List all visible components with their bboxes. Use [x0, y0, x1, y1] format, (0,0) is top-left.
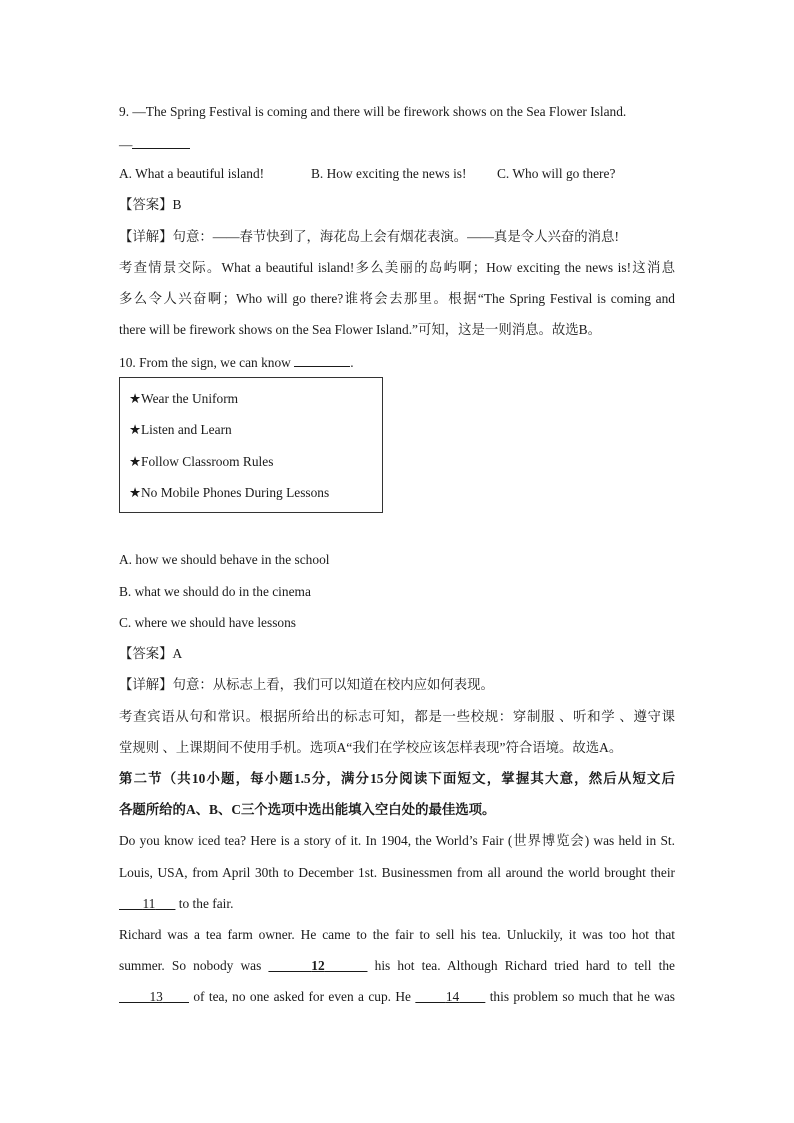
q9-response-line	[119, 134, 190, 154]
passage-p2-line3	[119, 988, 675, 1006]
passage-p1-line1: Do you know iced tea? Here is a story of it. In 1904, the World’s Fair (世界博览会) was held in St.	[119, 833, 675, 848]
q10-option-b: B. what we should do in the cinema	[119, 584, 311, 599]
q9-explain-1: 【详解】句意：——春节快到了，海花岛上会有烟花表演。——真是令人兴奋的消息!	[119, 229, 619, 244]
passage-p1-line3-rest: to the fair.	[175, 896, 234, 911]
passage-p1-line2: Louis, USA, from April 30th to December 1st. Businessmen from all around the world brought their	[119, 865, 675, 880]
sign-item-listen: ★Listen and Learn	[129, 422, 232, 437]
q9-explain-3: 多么令人兴奋啊；Who will go there?谁将会去那里。根据“The Spring Festival is coming and	[119, 291, 675, 306]
q10-explain-2: 考查宾语从句和常识。根据所给出的标志可知，都是一些校规：穿制服 、听和学 、遵守课	[119, 709, 675, 724]
passage-p2-line2	[119, 957, 675, 975]
blank-11	[119, 896, 175, 911]
q9-explain-4: there will be firework shows on the Sea Flower Island.”可知，这是一则消息。故选B。	[119, 322, 601, 337]
section2-heading-2: 各题所给的A、B、C三个选项中选出能填入空白处的最佳选项。	[119, 802, 496, 817]
passage-p2-line1: Richard was a tea farm owner. He came to the fair to sell his tea. Unluckily, it was too hot that	[119, 927, 675, 942]
passage-p2-line3-end: this problem so much that he was	[485, 989, 675, 1004]
blank-14	[415, 989, 485, 1004]
q10-explain-3: 堂规则 、上课期间不使用手机。选项A“我们在学校应该怎样表现”符合语境。故选A。	[119, 740, 623, 755]
q10-option-c: C. where we should have lessons	[119, 615, 297, 630]
q9-options	[119, 165, 615, 183]
passage-p2-line2-a: summer. So nobody was	[119, 958, 269, 973]
q10-answer-blank	[294, 352, 350, 367]
q9-answer-blank	[132, 134, 190, 149]
blank-14-number: 14	[445, 989, 460, 1004]
blank-11-number: 11	[142, 896, 156, 911]
blank-13	[119, 989, 189, 1004]
blank-12	[268, 958, 367, 973]
blank-12-number: 12	[311, 958, 325, 973]
sign-item-phones: ★No Mobile Phones During Lessons	[129, 485, 330, 500]
school-sign-box	[119, 377, 383, 513]
q10-question-prefix: 10. From the sign, we can know	[119, 355, 291, 370]
q9-explain-2: 考查情景交际。What a beautiful island!多么美丽的岛屿啊；How exciting the news is!这消息	[119, 260, 675, 275]
q10-question	[119, 352, 354, 372]
q10-question-suffix: .	[350, 355, 354, 370]
q10-answer: 【答案】A	[119, 646, 183, 661]
passage-p1-line3	[119, 895, 233, 913]
sign-item-uniform: ★Wear the Uniform	[129, 391, 239, 406]
q9-option-c: C. Who will go there?	[497, 166, 616, 181]
q9-response-dash: —	[119, 137, 133, 152]
blank-13-number: 13	[149, 989, 163, 1004]
q10-explain-1: 【详解】句意：从标志上看，我们可以知道在校内应如何表现。	[119, 677, 494, 692]
section2-heading-1: 第二节（共10小题，每小题1.5分，满分15分阅读下面短文，掌握其大意，然后从短文后	[119, 771, 675, 786]
sign-item-rules: ★Follow Classroom Rules	[129, 454, 274, 469]
q9-option-b: B. How exciting the news is!	[311, 166, 467, 181]
q9-question: 9. —The Spring Festival is coming and there will be firework shows on the Sea Flower Island.	[119, 104, 627, 119]
passage-p2-line3-mid: of tea, no one asked for even a cup. He	[189, 989, 416, 1004]
q9-answer: 【答案】B	[119, 197, 182, 212]
q9-option-a: A. What a beautiful island!	[119, 166, 265, 181]
q10-option-a: A. how we should behave in the school	[119, 552, 330, 567]
passage-p2-line2-b: his hot tea. Although Richard tried hard to tell the	[367, 958, 675, 973]
